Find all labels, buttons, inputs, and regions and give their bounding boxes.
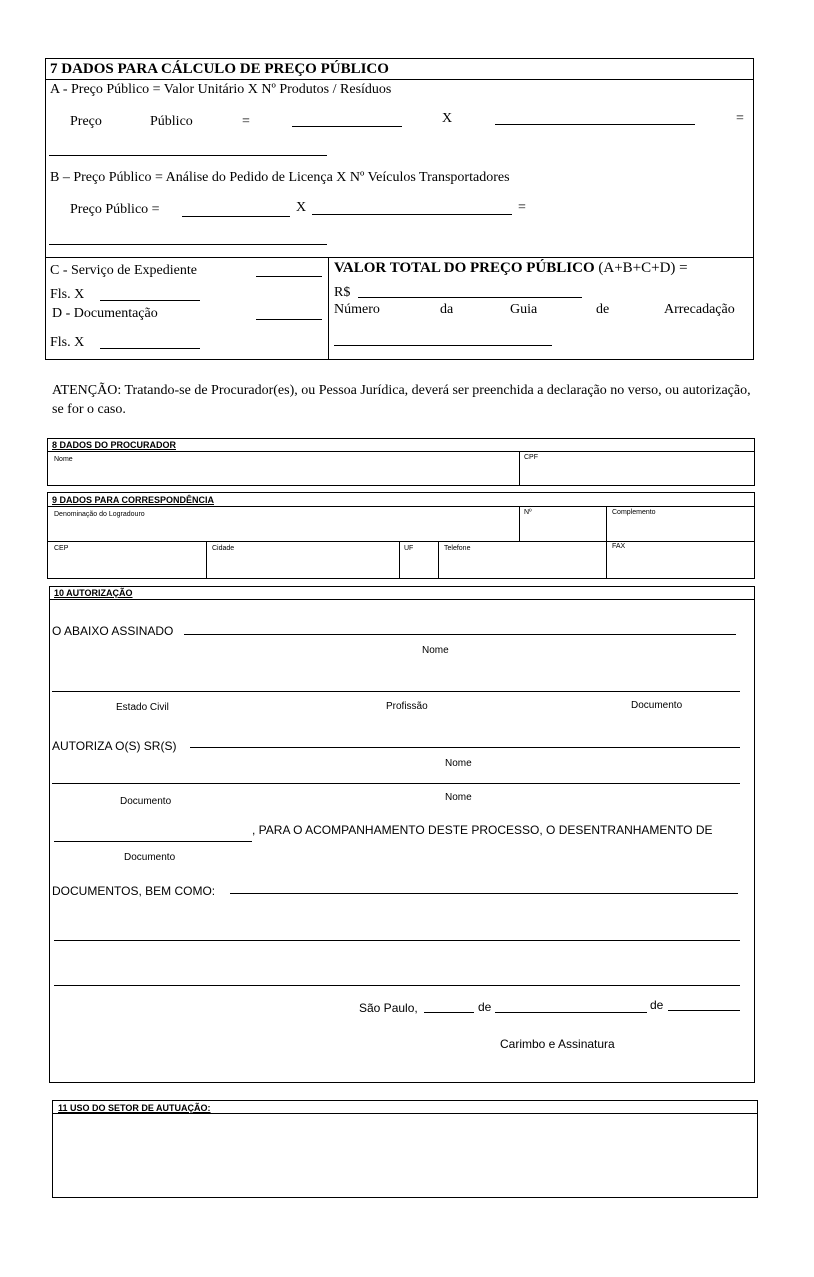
servico-expediente-field[interactable] — [256, 276, 322, 277]
section-8-title-rule — [47, 451, 755, 452]
equals-sign-b: = — [518, 200, 526, 215]
nome-caption-1: Nome — [422, 645, 449, 656]
numero-guia-arrecadacao: Arrecadação — [664, 302, 735, 317]
abaixo-assinado-field[interactable] — [184, 634, 736, 635]
atencao-notice — [52, 381, 752, 419]
equals-sign-end: = — [736, 111, 744, 126]
valor-total-title: VALOR TOTAL DO PREÇO PÚBLICO — [334, 260, 595, 276]
documento-caption-1: Documento — [631, 700, 683, 711]
fls-c-field[interactable] — [100, 300, 200, 301]
publico-label: Público — [150, 114, 193, 129]
section-11-title: 11 USO DO SETOR DE AUTUAÇÃO: — [58, 1103, 211, 1113]
autoriza-label: AUTORIZA O(S) SR(S) — [52, 739, 177, 753]
section-7-title: 7 DADOS PARA CÁLCULO DE PREÇO PÚBLICO — [50, 61, 389, 77]
section-9-vline-telefone — [438, 541, 439, 579]
section-9-row-rule — [47, 541, 755, 542]
resultado-b-field[interactable] — [49, 244, 327, 245]
numero-guia-da: da — [440, 302, 454, 317]
nome-caption-2: Nome — [445, 758, 472, 769]
cep-label: CEP — [54, 545, 69, 552]
section-9-vline-uf — [399, 541, 400, 579]
preco-unitario-field[interactable] — [292, 126, 402, 127]
servico-expediente-label: C - Serviço de Expediente — [50, 263, 197, 278]
dia-field[interactable] — [424, 1012, 474, 1013]
valor-total-field[interactable] — [358, 297, 582, 298]
rs-label: R$ — [334, 285, 351, 300]
ano-field[interactable] — [668, 1010, 740, 1011]
atencao-label: ATENÇÃO: — [52, 383, 122, 398]
line-b-label: B – Preço Público = Análise do Pedido de Licença X Nº Veículos Transportadores — [50, 170, 510, 185]
quantidade-produtos-field[interactable] — [495, 124, 695, 125]
fls-c-label: Fls. X — [50, 287, 85, 302]
abaixo-assinado-label: O ABAIXO ASSINADO — [52, 624, 174, 638]
section-7-divider — [45, 257, 754, 258]
estado-profissao-documento-field[interactable] — [52, 691, 740, 692]
documentacao-label: D - Documentação — [52, 306, 158, 321]
section-9-title: 9 DADOS PARA CORRESPONDÊNCIA — [52, 495, 215, 505]
equals-sign: = — [242, 114, 250, 129]
bem-como-field-2[interactable] — [54, 940, 740, 941]
para-acompanhamento-text: , PARA O ACOMPANHAMENTO DESTE PROCESSO, O DESENTRANHAMENTO DE — [252, 823, 713, 837]
autorizado-documento-field[interactable] — [52, 783, 740, 784]
cidade-label: Cidade — [212, 545, 235, 552]
valor-total-formula: (A+B+C+D) = — [598, 260, 688, 276]
cep-field[interactable] — [50, 555, 204, 577]
section-11-title-rule — [52, 1113, 758, 1114]
de-label-1: de — [478, 1000, 492, 1014]
documento-caption-3: Documento — [124, 852, 176, 863]
numero-guia-number: Número — [334, 302, 380, 317]
atencao-text: Tratando-se de Procurador(es), ou Pessoa Jurídica, deverá ser preenchida a declaração no verso, ou autorização, se for o caso. — [52, 383, 751, 417]
mes-field[interactable] — [495, 1012, 647, 1013]
autoriza-field[interactable] — [190, 747, 740, 748]
documentos-bem-como-label: DOCUMENTOS, BEM COMO: — [52, 884, 216, 898]
veiculos-field[interactable] — [312, 214, 512, 215]
numero-field[interactable] — [522, 520, 604, 540]
analise-pedido-field[interactable] — [182, 216, 290, 217]
cpf-label: CPF — [524, 454, 538, 461]
de-label-2: de — [650, 998, 664, 1012]
section-7-title-rule — [45, 79, 754, 80]
times-sign: X — [442, 111, 453, 126]
telefone-field[interactable] — [441, 555, 604, 577]
documento-field-3[interactable] — [54, 841, 252, 842]
carimbo-assinatura-caption: Carimbo e Assinatura — [500, 1037, 615, 1051]
complemento-label: Complemento — [612, 509, 656, 516]
fls-d-field[interactable] — [100, 348, 200, 349]
nome-caption-3: Nome — [445, 792, 472, 803]
uf-field[interactable] — [402, 555, 436, 577]
section-7-split — [328, 257, 329, 360]
section-8-title: 8 DADOS DO PROCURADOR — [52, 440, 177, 450]
section-9-title-rule — [47, 506, 755, 507]
complemento-field[interactable] — [609, 520, 752, 540]
section-9-vline-numero — [519, 506, 520, 541]
cidade-field[interactable] — [209, 555, 397, 577]
preco-label: Preço — [70, 114, 102, 129]
numero-guia-guia: Guia — [510, 302, 538, 317]
times-sign-b: X — [296, 200, 307, 215]
profissao-caption: Profissão — [386, 701, 428, 712]
estado-civil-caption: Estado Civil — [116, 702, 169, 713]
telefone-label: Telefone — [444, 545, 471, 552]
uf-label: UF — [404, 545, 414, 552]
cpf-field[interactable] — [522, 464, 752, 484]
nome-procurador-field[interactable] — [50, 464, 516, 484]
documento-caption-2: Documento — [120, 796, 172, 807]
bem-como-field-1[interactable] — [230, 893, 738, 894]
uso-setor-autuacao-field[interactable] — [56, 1117, 754, 1195]
section-10-title-rule — [49, 599, 755, 600]
section-10-title: 10 AUTORIZAÇÃO — [54, 588, 133, 598]
fls-d-label: Fls. X — [50, 335, 85, 350]
sao-paulo-label: São Paulo, — [359, 1001, 418, 1015]
section-8-split — [519, 451, 520, 486]
line-a-label: A - Preço Público = Valor Unitário X Nº Produtos / Resíduos — [50, 82, 392, 97]
bem-como-field-3[interactable] — [54, 985, 740, 986]
section-9-vline-cidade — [206, 541, 207, 579]
valor-total-label — [334, 260, 688, 277]
resultado-a-field[interactable] — [49, 155, 327, 156]
documentacao-field[interactable] — [256, 319, 322, 320]
section-9-vline-complemento — [606, 506, 607, 579]
fax-field[interactable] — [609, 555, 752, 577]
numero-guia-field[interactable] — [334, 345, 552, 346]
logradouro-field[interactable] — [50, 520, 516, 540]
logradouro-label: Denominação do Logradouro — [54, 511, 145, 518]
numero-label: Nº — [524, 509, 532, 516]
numero-guia-de: de — [596, 302, 610, 317]
preco-publico-eq-label: Preço Público = — [70, 202, 160, 217]
fax-label: FAX — [612, 543, 626, 550]
nome-procurador-label: Nome — [54, 456, 73, 463]
